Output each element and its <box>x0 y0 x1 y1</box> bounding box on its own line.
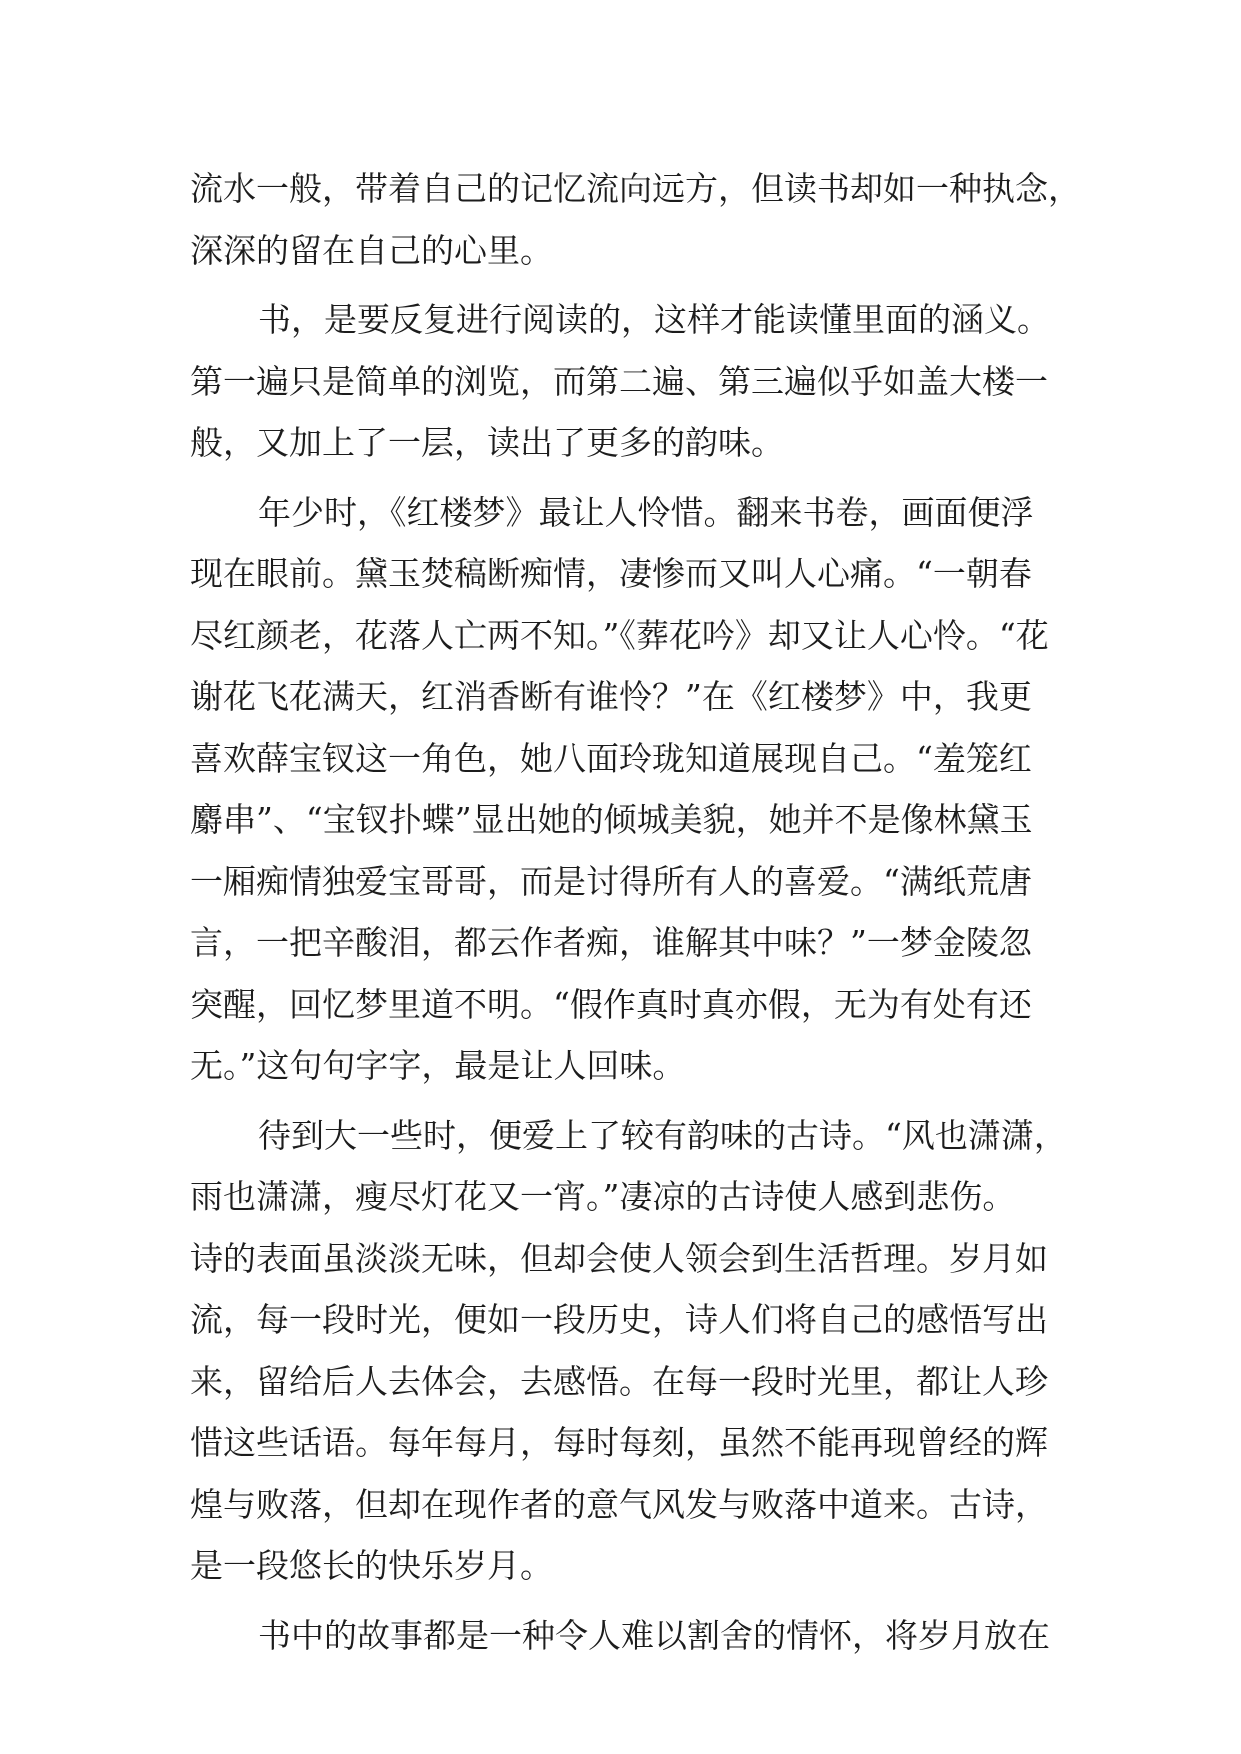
paragraph <box>190 482 1060 1097</box>
text-line: 突醒，回忆梦里道不明。“假作真时真亦假，无为有处有还 <box>190 984 1032 1024</box>
paragraph-gap <box>190 281 1060 289</box>
text-line: 流，每一段时光，便如一段历史，诗人们将自己的感悟写出 <box>190 1300 1048 1339</box>
text-line: 般，又加上了一层，读出了更多的韵味。 <box>190 423 784 462</box>
text-line: 现在眼前。黛玉焚稿断痴情，凄惨而又叫人心痛。“一朝春 <box>190 554 1032 593</box>
paragraph <box>190 158 1081 281</box>
paragraph <box>190 1605 1060 1667</box>
paragraph-gap <box>190 1097 1060 1105</box>
text-line: 来，留给后人去体会，去感悟。在每一段时光里，都让人珍 <box>190 1361 1048 1401</box>
text-line: 第一遍只是简单的浏览，而第二遍、第三遍似乎如盖大楼一 <box>190 361 1048 401</box>
text-line: 雨也潇潇，瘦尽灯花又一宵。”凄凉的古诗使人感到悲伤。 <box>190 1177 1016 1216</box>
paragraph-gap <box>190 474 1060 482</box>
text-line: 年少时，《红楼梦》最让人怜惜。翻来书卷，画面便浮 <box>258 492 1034 532</box>
text-line: 深深的留在自己的心里。 <box>190 230 553 270</box>
text-line: 煌与败落，但却在现作者的意气风发与败落中道来。古诗， <box>190 1484 1048 1524</box>
text-line: 流水一般，带着自己的记忆流向远方，但读书却如一种执念， <box>190 169 1081 208</box>
paragraph <box>190 289 1060 474</box>
text-line: 尽红颜老，花落人亡两不知。”《葬花吟》却又让人心怜。“花 <box>190 615 1049 655</box>
text-line: 惜这些话语。每年每月，每时每刻，虽然不能再现曾经的辉 <box>190 1423 1048 1462</box>
text-line: 诗的表面虽淡淡无味，但却会使人领会到生活哲理。岁月如 <box>190 1238 1048 1278</box>
text-line: 喜欢薛宝钗这一角色，她八面玲珑知道展现自己。“羞笼红 <box>190 738 1032 778</box>
paragraph <box>190 1105 1067 1597</box>
text-line: 言，一把辛酸泪，都云作者痴，谁解其中味？”一梦金陵忽 <box>190 923 1032 962</box>
text-line: 麝串”、“宝钗扑蝶”显出她的倾城美貌，她并不是像林黛玉 <box>190 800 1033 839</box>
paragraph-gap <box>190 1597 1060 1605</box>
text-line: 一厢痴情独爱宝哥哥，而是讨得所有人的喜爱。“满纸荒唐 <box>190 861 1032 901</box>
text-line: 待到大一些时，便爱上了较有韵味的古诗。“风也潇潇， <box>258 1115 1067 1155</box>
text-line: 谢花飞花满天，红消香断有谁怜？”在《红楼梦》中，我更 <box>190 677 1032 716</box>
text-line: 书，是要反复进行阅读的，这样才能读懂里面的涵义。 <box>258 300 1050 339</box>
text-line: 是一段悠长的快乐岁月。 <box>190 1546 553 1585</box>
text-line: 无。”这句句字字，最是让人回味。 <box>190 1046 686 1085</box>
text-line: 书中的故事都是一种令人难以割舍的情怀，将岁月放在 <box>258 1615 1050 1655</box>
body-text <box>190 158 1081 1666</box>
